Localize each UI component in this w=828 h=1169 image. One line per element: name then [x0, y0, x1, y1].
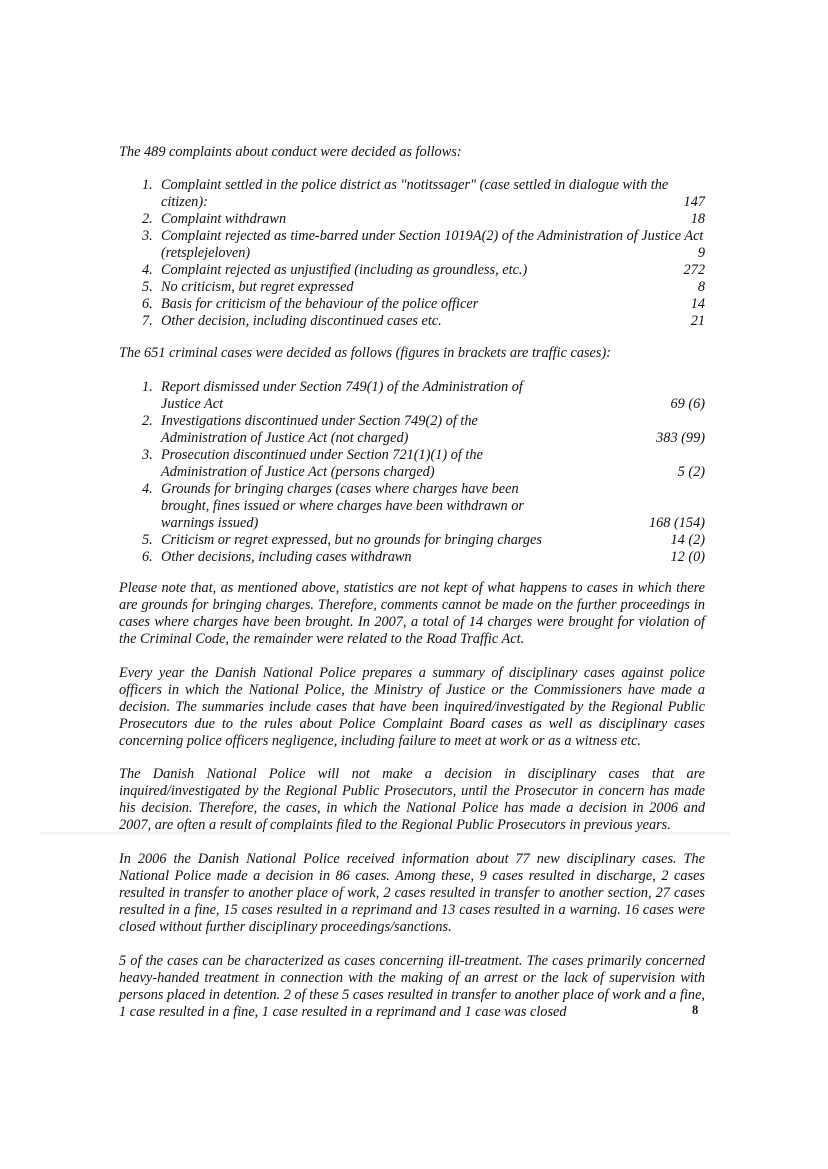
list-item: [119, 481, 705, 532]
paragraph-annual-summary: Every year the Danish National Police prepares a summary of disciplinary cases against police officers in which the National Police, the Ministry of Justice or the Commissioners have made a decision. The summaries include cases that have been inquired/investigated by the Regional Public Prosecutors due to the rules about Police Complaint Board cases as well as disciplinary cases concerning police officers negligence, including failure to meet at work or as a witness etc.: [119, 665, 705, 749]
item-number: 2.: [142, 211, 153, 227]
paragraph-2006-cases: In 2006 the Danish National Police received information about 77 new disciplinary cases. The National Police made a decision in 86 cases. Among these, 9 cases resulted in discharge, 2 cases resulted in transfer to another place of work, 2 cases resulted in transfer to another section, 27 cases resulted in a fine, 15 cases resulted in a reprimand and 13 cases resulted in a warning. 16 cases were closed without further disciplinary proceedings/sanctions.: [119, 851, 705, 935]
list-item: [119, 177, 705, 211]
item-value: 272: [683, 262, 705, 278]
criminal-intro: The 651 criminal cases were decided as follows (figures in brackets are traffic cases):: [119, 345, 611, 361]
list-item: [119, 379, 705, 413]
item-value: 14: [690, 296, 705, 312]
paragraph-statistics-note: Please note that, as mentioned above, statistics are not kept of what happens to cases in which there are grounds for bringing charges. Therefore, comments cannot be made on the further proceedings in cases where charges have been brought. In 2007, a total of 14 charges were brought for violation of the Criminal Code, the remainder were related to the Road Traffic Act.: [119, 580, 705, 647]
item-text: Criticism or regret expressed, but no grounds for bringing charges: [161, 532, 542, 548]
item-text: Basis for criticism of the behaviour of the police officer: [161, 296, 479, 312]
list-item: [119, 313, 705, 330]
list-item: [119, 296, 705, 313]
item-text: Complaint settled in the police district as "notitssager" (case settled in dialogue with the citizen):: [161, 177, 669, 210]
item-number: 2.: [142, 413, 153, 429]
item-value: 5 (2): [677, 464, 705, 480]
criminal-decisions-list: [119, 379, 705, 566]
item-text: Report dismissed under Section 749(1) of the Administration of Justice Act: [161, 379, 523, 412]
page-number: 8: [692, 1003, 699, 1017]
item-number: 3.: [142, 447, 153, 463]
item-number: 3.: [142, 228, 153, 244]
item-number: 4.: [142, 262, 153, 278]
item-text: Prosecution discontinued under Section 721(1)(1) of the Administration of Justice Act (persons charged): [161, 447, 483, 480]
conduct-intro: The 489 complaints about conduct were decided as follows:: [119, 144, 462, 160]
item-number: 4.: [142, 481, 153, 497]
item-number: 1.: [142, 177, 153, 193]
list-item: [119, 279, 705, 296]
list-item: [119, 532, 705, 549]
item-value: 69 (6): [670, 396, 705, 412]
list-item: [119, 211, 705, 228]
conduct-decisions-list: [119, 177, 705, 330]
item-number: 5.: [142, 279, 153, 295]
item-number: 1.: [142, 379, 153, 395]
item-value: 14 (2): [670, 532, 705, 548]
item-number: 7.: [142, 313, 153, 329]
item-value: 168 (154): [649, 515, 705, 531]
list-item: [119, 549, 705, 566]
item-text: Other decisions, including cases withdrawn: [161, 549, 412, 565]
list-item: [119, 447, 705, 481]
item-value: 383 (99): [656, 430, 705, 446]
item-text: No criticism, but regret expressed: [161, 279, 354, 295]
item-number: 5.: [142, 532, 153, 548]
item-value: 18: [690, 211, 705, 227]
paragraph-ill-treatment: 5 of the cases can be characterized as cases concerning ill-treatment. The cases primarily concerned heavy-handed treatment in connection with the making of an arrest or the lack of supervision with persons placed in detention. 2 of these 5 cases resulted in transfer to another place of work and a fine, 1 case resulted in a fine, 1 case resulted in a reprimand and 1 case was closed: [119, 953, 705, 1020]
list-item: [119, 413, 705, 447]
item-number: 6.: [142, 296, 153, 312]
item-text: Investigations discontinued under Section 749(2) of the Administration of Justice Act (not charged): [161, 413, 478, 446]
item-text: Complaint withdrawn: [161, 211, 287, 227]
item-text: Complaint rejected as time-barred under Section 1019A(2) of the Administration of Justice Act (retsplejeloven): [161, 228, 704, 261]
item-value: 12 (0): [670, 549, 705, 565]
item-text: Grounds for bringing charges (cases where charges have been brought, fines issued or where charges have been withdrawn or warnings issued): [161, 481, 524, 531]
item-text: Complaint rejected as unjustified (including as groundless, etc.): [161, 262, 528, 278]
list-item: [119, 262, 705, 279]
paragraph-decision-timing: The Danish National Police will not make a decision in disciplinary cases that are inquired/investigated by the Regional Public Prosecutors, until the Prosecutor in concern has made his decision. Therefore, the cases, in which the National Police has made a decision in 2006 and 2007, are often a result of complaints filed to the Regional Public Prosecutors in previous years.: [119, 766, 705, 833]
item-value: 9: [697, 245, 705, 261]
item-number: 6.: [142, 549, 153, 565]
item-value: 21: [690, 313, 705, 329]
item-value: 8: [697, 279, 705, 295]
list-item: [119, 228, 705, 262]
item-text: Other decision, including discontinued cases etc.: [161, 313, 442, 329]
item-value: 147: [683, 194, 705, 210]
